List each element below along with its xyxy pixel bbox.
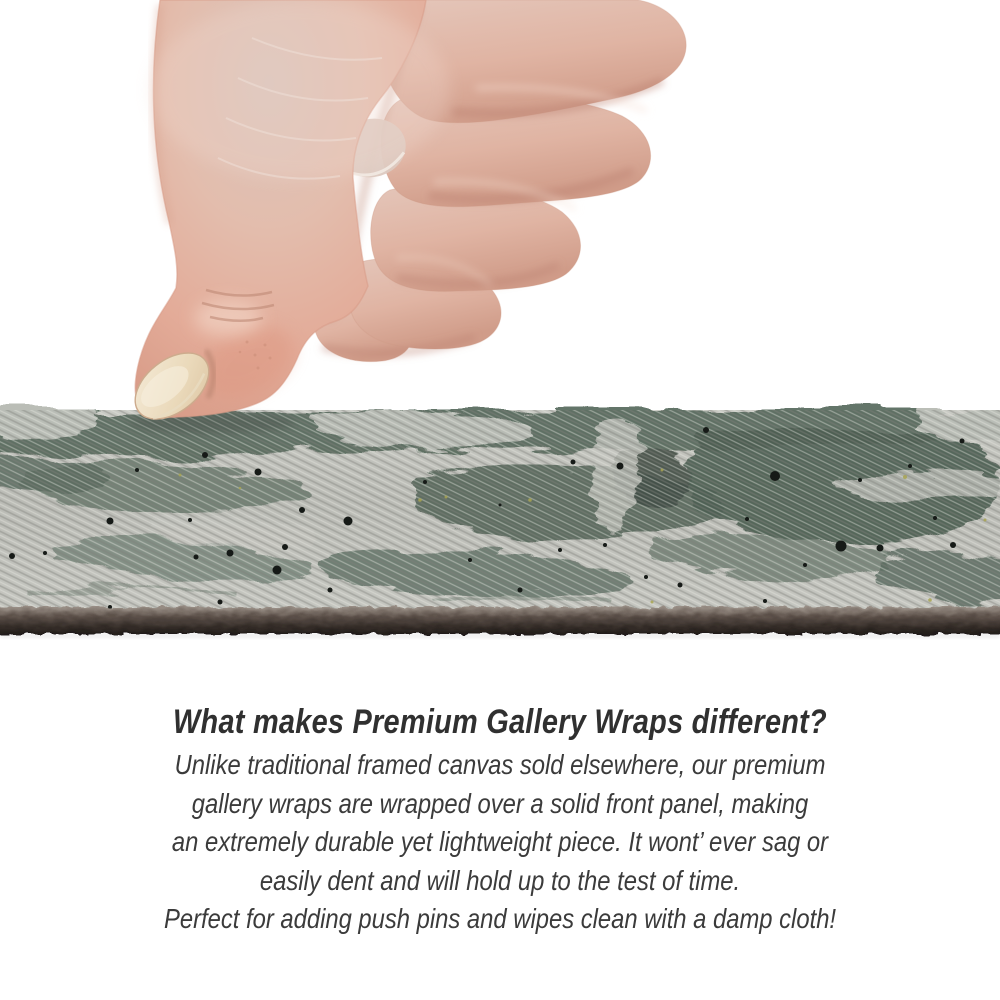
caption-block [75,701,925,939]
panel-edge [0,607,1000,634]
body-line: Perfect for adding push pins and wipes clean with a damp cloth! [163,903,837,934]
body-line: easily dent and will hold up to the test of time. [259,864,741,896]
body-line: Unlike traditional framed canvas sold elsewhere, our premium [174,749,826,780]
body-line: an extremely durable yet lightweight piece. It wont’ ever sag or [171,826,829,857]
thumb-knuckle-highlight [194,300,262,336]
panel-edge-shadow [0,633,1000,638]
canvas-weave-texture [0,410,1000,610]
headline: What makes Premium Gallery Wraps different? [173,703,827,741]
body-line: gallery wraps are wrapped over a solid front panel, making [191,787,809,819]
canvas-strip [0,410,1000,638]
back-of-hand-sheen [150,0,450,180]
hand-photo [123,0,686,433]
